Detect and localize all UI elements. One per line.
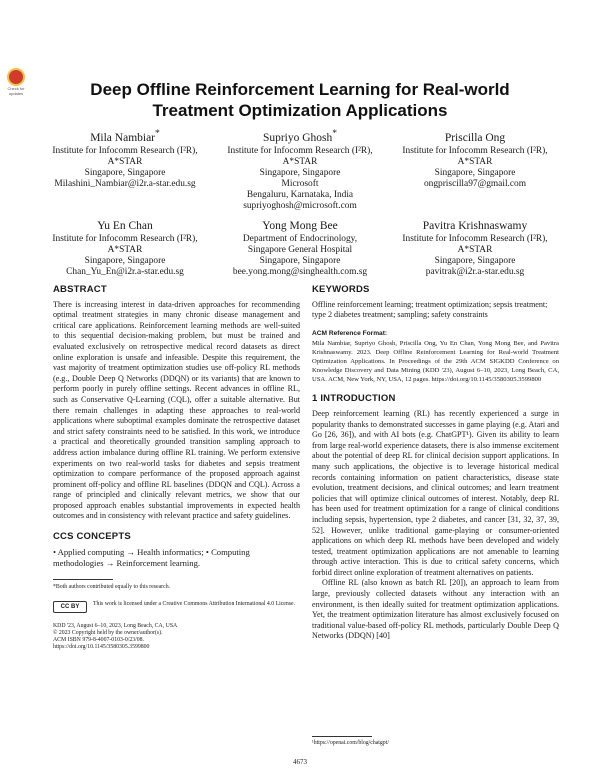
author-block xyxy=(215,127,385,212)
chatgpt-url-footnote[interactable]: ¹https://openai.com/blog/chatgpt/ xyxy=(312,740,389,746)
acm-artifact-badge-icon xyxy=(7,68,25,86)
author-email[interactable]: supriyoghosh@microsoft.com xyxy=(243,200,357,211)
author-name: Priscilla Ong xyxy=(444,131,506,144)
creative-commons-icon[interactable]: CC BY xyxy=(53,601,87,613)
author-name: Mila Nambiar* xyxy=(90,128,160,144)
author-location: Bengaluru, Karnataka, India xyxy=(246,189,354,200)
keywords-text: Offline reinforcement learning; treatment optimization; sepsis treatment; type 2 diabetes treatment; sampling; safety constraints xyxy=(312,299,548,320)
conference-info xyxy=(53,623,300,652)
isbn-line: ACM ISBN 979-8-4007-0103-0/23/08. xyxy=(53,637,144,644)
author-email[interactable]: bee.yong.mong@singhealth.com.sg xyxy=(232,267,368,277)
ccs-concept-1: • Applied computing → Health informatics; xyxy=(53,546,204,557)
artifact-badge[interactable] xyxy=(4,68,28,98)
author-block xyxy=(40,127,210,190)
footnote-divider xyxy=(53,579,113,580)
author-block xyxy=(390,127,560,190)
author-location: Singapore, Singapore xyxy=(434,167,516,178)
author-block xyxy=(40,220,210,278)
author-location: Singapore, Singapore xyxy=(434,256,516,266)
license-block xyxy=(53,601,300,613)
author-name: Yu En Chan xyxy=(97,220,153,232)
author-name: Supriyo Ghosh* xyxy=(262,128,338,144)
author-affiliation: Institute for Infocomm Research (I²R), xyxy=(402,145,548,156)
right-column xyxy=(312,285,559,642)
badge-caption: Check for updates xyxy=(7,86,25,96)
author-affiliation: Department of Endocrinology, xyxy=(242,234,358,244)
left-column xyxy=(53,285,300,652)
author-email[interactable]: Chan_Yu_En@i2r.a-star.edu.sg xyxy=(66,267,184,277)
introduction-paragraph: Deep reinforcement learning (RL) has recently experienced a surge in popularity thanks to demonstrated successes in game playing (e.g. Atari and Go [26, 36]), and with AI bots (e.g. ChatGPT¹). Given its ability to learn from large real-world experience datasets, there is also immense excitement about the potential of deep RL for clinical decision support applications. In many such applications, the objective is to leverage historical medical records containing information on patient characteristics, disease state evolution, treatment decisions, and clinical outcomes; and learn treatment policies that will optimize clinical outcomes of interest. Notably, deep RL has been used for treatment optimization for a range of clinical conditions including sepsis, hypertension, type 2 diabetes, and cancer [31, 32, 37, 39, 52]. However, unlike traditional game-playing or consumer-oriented applications on which deep RL methods have been developed and widely tested, treatment optimization applications are not amenable to learning through active interaction. This is due to critical safety concerns, which forbid direct online exploration of treatment alternatives on patients. xyxy=(312,408,559,577)
ccs-heading: CCS CONCEPTS xyxy=(53,531,131,543)
author-affiliation: Institute for Infocomm Research (I²R), xyxy=(52,145,198,156)
author-email[interactable]: Milashini_Nambiar@i2r.a-star.edu.sg xyxy=(54,178,196,189)
author-block xyxy=(390,220,560,278)
author-affiliation: A*STAR xyxy=(282,156,318,167)
author-location: Singapore, Singapore xyxy=(84,167,166,178)
introduction-paragraph: Offline RL (also known as batch RL [20]), an approach to learn from large, previously collected datasets without any interaction with an environment, is then ideally suited for treatment optimization applications. Yet, the treatment optimization literature has almost exclusively focused on traditional value-based off-policy RL methods, particularly Double Deep Q Networks (DDQN) [40] xyxy=(312,578,559,641)
author-email[interactable]: ongpriscilla97@gmail.com xyxy=(423,178,527,189)
author-affiliation: A*STAR xyxy=(457,245,493,255)
author-affiliation: Microsoft xyxy=(281,178,319,189)
equal-contribution-footnote: *Both authors contributed equally to this research. xyxy=(53,583,171,590)
keywords-heading: KEYWORDS xyxy=(312,284,370,295)
conference-line: KDD '23, August 6–10, 2023, Long Beach, CA, USA xyxy=(53,622,178,629)
license-text: This work is licensed under a Creative Commons Attribution International 4.0 License. xyxy=(93,600,296,607)
author-affiliation: A*STAR xyxy=(457,156,493,167)
author-affiliation: A*STAR xyxy=(107,245,143,255)
page-number: 4673 xyxy=(293,758,307,766)
ccs-concept-2: • Computing methodologies → Reinforcement learning. xyxy=(53,546,250,568)
author-location: Singapore, Singapore xyxy=(259,256,341,266)
reference-format-heading: ACM Reference Format: xyxy=(312,329,388,337)
author-affiliation: Institute for Infocomm Research (I²R), xyxy=(227,145,373,156)
author-name: Yong Mong Bee xyxy=(262,220,338,232)
footnote-divider xyxy=(312,736,372,737)
author-block xyxy=(215,220,385,278)
abstract-heading: ABSTRACT xyxy=(53,284,107,295)
author-affiliation: Institute for Infocomm Research (I²R), xyxy=(402,234,548,244)
paper-title: Deep Offline Reinforcement Learning for Real-world Treatment Optimization Applications xyxy=(90,80,510,120)
ccs-concepts xyxy=(53,547,300,569)
reference-format-text: Mila Nambiar, Supriyo Ghosh, Priscilla Ong, Yu En Chan, Yong Mong Bee, and Pavitra Krishnaswamy. 2023. Deep Offline Reinforcement Learning for Real-world Treatment Optimization Applications. In Proceedings of the 29th ACM SIGKDD Conference on Knowledge Discovery and Data Mining (KDD '23), August 6–10, 2023, Long Beach, CA, USA. ACM, New York, NY, USA, 12 pages. https://doi.org/10.1145/3580305.3599800 xyxy=(312,340,559,384)
author-name: Pavitra Krishnaswamy xyxy=(422,220,528,232)
url-footnote-block xyxy=(312,736,559,747)
copyright-line: © 2023 Copyright held by the owner/author(s). xyxy=(53,630,163,637)
author-affiliation: A*STAR xyxy=(107,156,143,167)
abstract-text: There is increasing interest in data-driven approaches for recommending optimal treatment strategies in many chronic disease management and critical care applications. Reinforcement learning methods are well-suited to this sequential decision-making problem, but must be trained and evaluated exclusively on retrospective medical record datasets as direct online exploration is unsafe and infeasible. Despite this requirement, the vast majority of treatment optimization studies use off-policy RL methods (e.g., Double Deep Q Networks (DDQN) or its variants) that are known to perform poorly in purely offline settings. Recent advances in offline RL, such as Conservative Q-Learning (CQL), offer a suitable alternative. But there remain challenges in adapting these approaches to real-world applications where suboptimal examples dominate the retrospective dataset and strict safety constraints need to be satisfied. In this work, we introduce a practical and theoretically grounded transition sampling approach to address action imbalance during offline RL training. We perform extensive experiments on two real-world tasks for diabetes and sepsis treatment optimization to compare performance of the proposed approach against prominent off-policy and offline RL baselines (DDQN and CQL). Across a range of principled and clinically relevant metrics, we show that our proposed approach enables substantial improvements in expected health outcomes and in consistency with relevant practice and safety guidelines. xyxy=(53,299,300,521)
doi-link[interactable]: https://doi.org/10.1145/3580305.3599800 xyxy=(53,644,150,651)
author-affiliation: Institute for Infocomm Research (I²R), xyxy=(52,234,198,244)
author-affiliation: Singapore General Hospital xyxy=(247,245,353,255)
author-location: Singapore, Singapore xyxy=(259,167,341,178)
introduction-heading: 1 INTRODUCTION xyxy=(312,393,396,405)
author-email[interactable]: pavitrak@i2r.a-star.edu.sg xyxy=(425,267,525,277)
author-location: Singapore, Singapore xyxy=(84,256,166,266)
